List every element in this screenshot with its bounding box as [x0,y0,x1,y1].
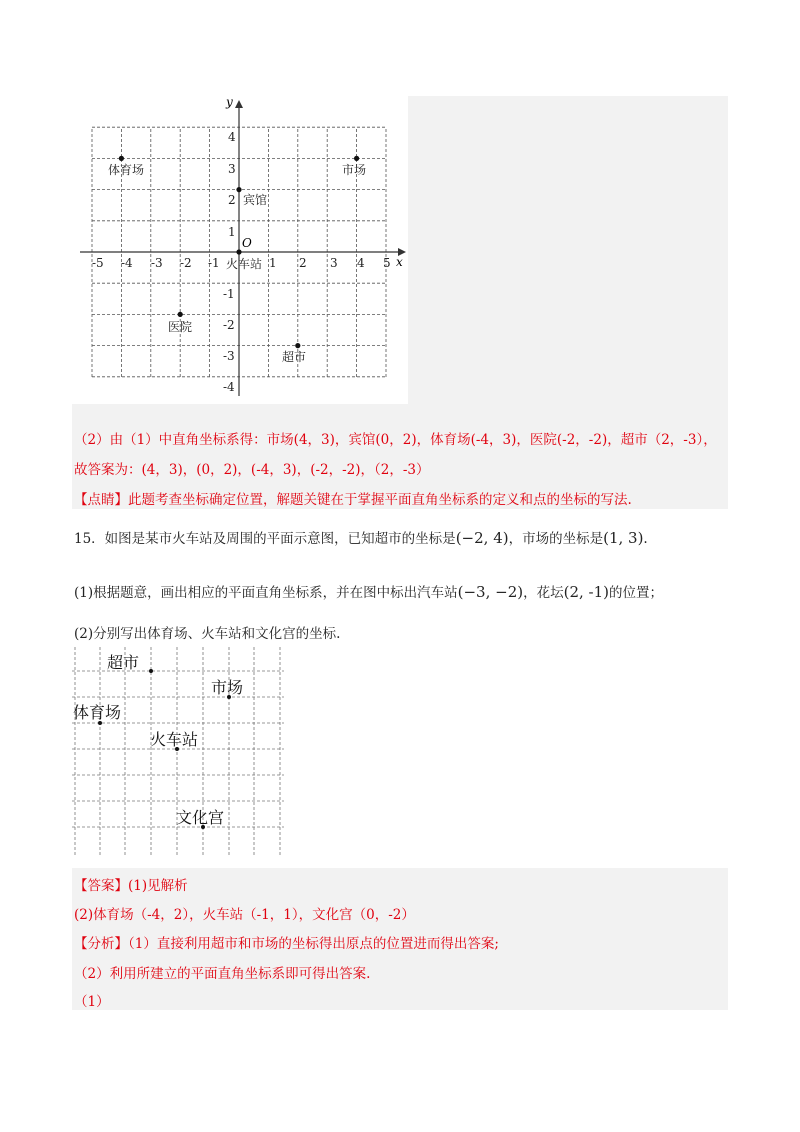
coord-flower-bed: (2, -1) [563,583,609,601]
map-grid-svg [72,647,284,855]
point-stadium [119,156,124,161]
solution-line-1: （2）由（1）中直角坐标系得：市场(4，3)，宾馆(0，2)，体育场(-4，3)，医院(-2，-2)，超市（2，-3）， [74,432,717,448]
x-tick-label: -1 [208,256,220,270]
question-text: ，市场的坐标是 [508,531,604,547]
analysis-line-2: （2）利用所建立的平面直角坐标系即可得出答案. [74,966,371,982]
coordinate-figure-1 [72,96,408,404]
map-label-stadium: 体育场 [73,703,122,722]
point-hotel [236,187,241,192]
x-tick-label: -4 [121,256,133,270]
y-tick-label: 2 [228,193,236,207]
question-15-stem [74,527,648,547]
question-text: . [643,531,648,547]
comment-tag: 【点睛】 [74,492,128,508]
point-label-market: 市场 [342,163,367,177]
map-label-culture-palace: 文化宫 [176,808,225,827]
map-label-market: 市场 [211,678,244,697]
answer-line-2: (2)体育场（-4，2），火车站（-1，1），文化宫（0，-2） [74,907,415,923]
x-axis-label: x [396,255,403,269]
answer-text-1: (1)见解析 [128,878,188,894]
y-tick-label: 1 [228,225,236,239]
map-label-train-station: 火车站 [150,730,199,749]
map-figure-2 [72,647,284,855]
analysis-line-3: （1） [74,994,110,1010]
y-axis-label: y [226,96,233,109]
analysis-text-1: （1）直接利用超市和市场的坐标得出原点的位置进而得出答案; [128,936,499,952]
question-15-part-2: (2)分别写出体育场、火车站和文化宫的坐标. [74,626,341,642]
x-tick-label: 2 [299,256,307,270]
x-tick-label: -2 [180,256,192,270]
question-15-part-1 [74,581,663,601]
answer-line-1 [74,874,188,894]
analysis-line-1 [74,932,499,952]
map-label-supermarket: 超市 [107,653,140,672]
map-point-supermarket [149,669,153,673]
y-tick-label: -4 [223,380,235,394]
coordinate-grid-svg [72,96,408,404]
y-tick-label: 4 [228,130,236,144]
point-hospital [178,312,183,317]
x-tick-label: 3 [330,256,338,270]
y-axis-arrow-icon [235,100,243,108]
point-label-train-station: 火车站 [226,257,263,271]
x-tick-label: -5 [92,256,104,270]
comment-line [74,488,632,508]
coord-supermarket: (−2, 4) [455,529,509,547]
point-label-supermarket: 超市 [282,350,307,364]
origin-label: O [242,236,252,250]
point-train-station [236,249,241,254]
x-tick-label: 5 [383,256,391,270]
question-text: 15．如图是某市火车站及周围的平面示意图，已知超市的坐标是 [74,531,456,547]
question-text: 的位置； [609,585,663,601]
solution-line-2: 故答案为：(4，3)，(0，2)，(-4，3)，(-2，-2)，（2，-3） [74,462,430,478]
question-text: (1)根据题意，画出相应的平面直角坐标系，并在图中标出汽车站 [74,585,458,601]
y-tick-label: -2 [223,318,235,332]
comment-text: 此题考查坐标确定位置，解题关键在于掌握平面直角坐标系的定义和点的坐标的写法. [128,492,632,508]
point-label-hospital: 医院 [168,320,193,334]
x-tick-label: 4 [357,256,365,270]
point-label-hotel: 宾馆 [243,193,268,207]
y-tick-label: -1 [223,287,235,301]
point-market [354,156,359,161]
point-label-stadium: 体育场 [108,163,145,177]
question-text: ，花坛 [523,585,564,601]
point-supermarket [295,343,300,348]
figure1-point-labels [108,162,366,364]
x-tick-label: 1 [269,256,277,270]
analysis-tag: 【分析】 [74,936,128,952]
coord-bus-station: (−3, −2) [457,583,524,601]
y-tick-label: -3 [223,349,235,363]
y-tick-label: 3 [228,162,236,176]
x-tick-label: -3 [151,256,163,270]
coord-market: (1, 3) [603,529,644,547]
answer-tag: 【答案】 [74,878,128,894]
